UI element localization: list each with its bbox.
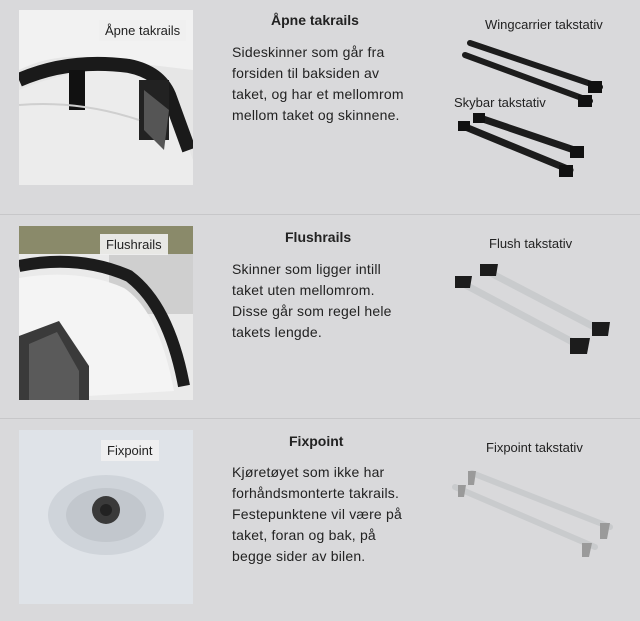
flushrails-photo-label: Flushrails (100, 234, 168, 255)
wingcarrier-label: Wingcarrier takstativ (485, 17, 603, 32)
flushrails-title: Flushrails (285, 229, 352, 245)
flush-rack-label: Flush takstativ (489, 236, 573, 251)
flush-rack-image (450, 260, 620, 360)
flushrails-photo (19, 226, 193, 400)
skybar-label: Skybar takstativ (454, 95, 546, 110)
roof-type-row-fixpoint (0, 420, 640, 620)
roof-type-row-flushrails (0, 215, 640, 410)
open-rails-title: Åpne takrails (271, 12, 359, 28)
open-rails-photo (19, 10, 193, 185)
open-rails-photo-label: Åpne takrails (99, 20, 186, 41)
fixpoint-photo-label: Fixpoint (101, 440, 159, 461)
fixpoint-title: Fixpoint (289, 433, 344, 449)
fixpoint-rack-image (450, 465, 620, 560)
fixpoint-rack-label: Fixpoint takstativ (486, 440, 583, 455)
skybar-rack-image (455, 110, 590, 185)
roof-type-row-open-rails (0, 0, 640, 205)
open-rails-description: Sideskinner som går fra forsiden til baksiden av taket, og har et mellomrom mellom taket og skinnene. (232, 44, 404, 123)
fixpoint-description: Kjøretøyet som ikke har forhåndsmonterte takrails. Festepunktene vil være på taket, foran og bak, på begge sider av bilen. (232, 464, 402, 564)
row-divider (0, 418, 640, 419)
flushrails-description: Skinner som ligger intill taket uten mellomrom. Disse går som regel hele takets lengde. (232, 261, 392, 340)
fixpoint-photo (19, 430, 193, 604)
